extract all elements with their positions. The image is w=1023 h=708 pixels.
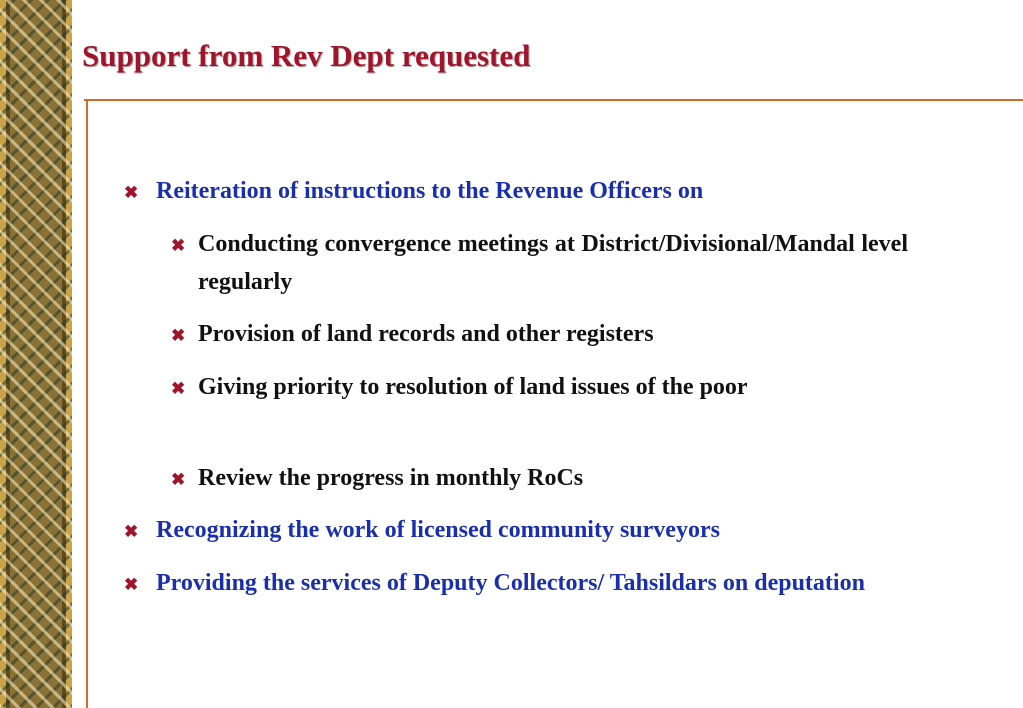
- sub-bullet-3: [171, 368, 908, 406]
- sub-bullet-2-text: Provision of land records and other registers: [198, 321, 654, 347]
- x-mark-icon: ✖: [124, 522, 139, 541]
- slide-title: Support from Rev Dept requested: [82, 38, 531, 73]
- bullet-3: [124, 564, 908, 602]
- sub-bullet-2: [171, 315, 908, 353]
- sub-bullet-3-text: Giving priority to resolution of land issues of the poor: [198, 374, 748, 400]
- content-left-rule: [86, 99, 88, 708]
- x-mark-icon: ✖: [171, 379, 186, 398]
- sub-bullet-4-text: Review the progress in monthly RoCs: [198, 465, 584, 491]
- bullet-1: [124, 172, 908, 210]
- bullet-2: [124, 511, 908, 549]
- x-mark-icon: ✖: [171, 236, 186, 255]
- x-mark-icon: ✖: [171, 326, 186, 345]
- x-mark-icon: ✖: [171, 470, 186, 489]
- x-mark-icon: ✖: [124, 575, 139, 594]
- bullet-3-text: Providing the services of Deputy Collectors/ Tahsildars on deputation: [156, 570, 865, 596]
- x-mark-icon: ✖: [124, 183, 139, 202]
- sub-bullet-1: [171, 225, 908, 301]
- decorative-border: [0, 0, 72, 708]
- bullet-1-text: Reiteration of instructions to the Revenue Officers on: [156, 178, 704, 204]
- title-divider: [84, 99, 1023, 101]
- sub-bullet-4: [171, 459, 908, 497]
- bullet-2-text: Recognizing the work of licensed community surveyors: [156, 517, 720, 543]
- sub-bullet-1-text: Conducting convergence meetings at District/Divisional/Mandal level regularly: [198, 231, 908, 295]
